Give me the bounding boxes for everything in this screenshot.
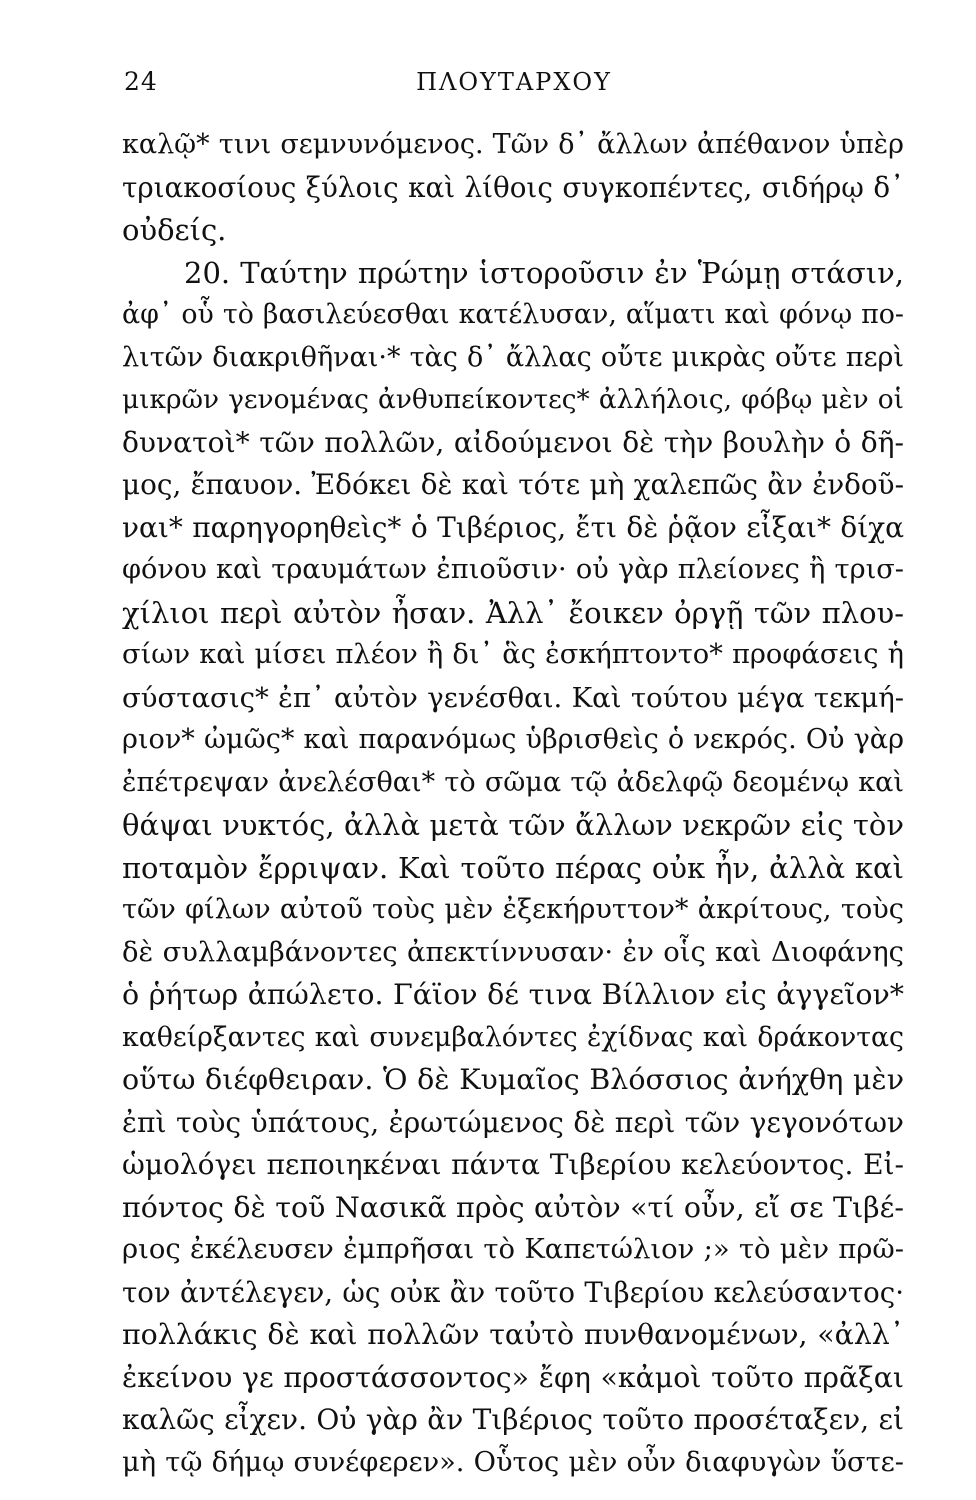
text-line: ἐκείνου γε προστάσσοντος» ἔφη «κἀμοὶ τοῦτο πρᾶξαι [122,1360,904,1394]
text-line: λιτῶν διακριθῆναι·* τὰς δ᾿ ἄλλας οὔτε μικρὰς οὔτε περὶ [122,341,904,373]
text-line: σύστασις* ἐπ᾿ αὐτὸν γενέσθαι. Καὶ τούτου μέγα τεκμή- [122,681,904,714]
text-line: ναι* παρηγορηθεὶς* ὁ Τιβέριος, ἔτι δὲ ῥᾷον εἶξαι* δίχα [122,510,904,544]
text-line: ποταμὸν ἔρριψαν. Καὶ τοῦτο πέρας οὐκ ἦν, ἀλλὰ καὶ [122,850,904,885]
text-line: δὲ συλλαμβάνοντες ἀπεκτίννυσαν· ἐν οἷς καὶ Διοφάνης [122,936,904,968]
text-line: τῶν φίλων αὐτοῦ τοὺς μὲν ἐξεκήρυττον* ἀκρίτους, τοὺς [122,894,904,925]
text-line: ριον* ὠμῶς* καὶ παρανόμως ὑβρισθεὶς ὁ νεκρός. Οὐ γὰρ [122,724,904,755]
text-line: δυνατοὶ* τῶν πολλῶν, αἰδούμενοι δὲ τὴν βουλὴν ὁ δῆ- [122,425,904,459]
text-line: χίλιοι περὶ αὐτὸν ἦσαν. Ἀλλ᾿ ἔοικεν ὀργῇ τῶν πλου- [122,595,904,630]
text-line: καλῷ* τινι σεμνυνόμενος. Τῶν δ᾿ ἄλλων ἀπέθανον ὑπὲρ [122,129,904,160]
text-line: ὡμολόγει πεποιηκέναι πάντα Τιβερίου κελεύοντος. Εἰ- [122,1148,904,1181]
text-line: σίων καὶ μίσει πλέον ἢ δι᾿ ἃς ἐσκήπτοντο* προφάσεις ἡ [122,639,904,670]
text-line: οὕτω διέφθειραν. Ὁ δὲ Κυμαῖος Βλόσσιος ἀνήχθη μὲν [122,1063,904,1096]
text-line: καθείρξαντες καὶ συνεμβαλόντες ἐχίδνας καὶ δράκοντας [122,1021,904,1053]
page-number: 24 [124,67,158,96]
text-line: οὐδείς. [122,213,227,247]
text-line: φόνου καὶ τραυμάτων ἐπιοῦσιν· οὐ γὰρ πλείονες ἢ τρισ- [122,554,904,585]
text-line: τριακοσίους ξύλοις καὶ λίθοις συγκοπέντες, σιδήρῳ δ᾿ [122,170,904,204]
text-line: ριος ἐκέλευσεν ἐμπρῆσαι τὸ Καπετώλιον ;» τὸ μὲν πρῶ- [122,1234,904,1265]
text-line: ὁ ῥήτωρ ἀπώλετο. Γάϊον δέ τινα Βίλλιον εἰς ἀγγεῖον* [122,978,904,1011]
text-line: ἀφ᾿ οὗ τὸ βασιλεύεσθαι κατέλυσαν, αἵματι καὶ φόνῳ πο- [122,299,904,330]
text-line: 20. Ταύτην πρώτην ἱστοροῦσιν ἐν Ῥώμῃ στάσιν, [184,255,904,290]
text-line: καλῶς εἶχεν. Οὐ γὰρ ἂν Τιβέριος τοῦτο προσέταξεν, εἰ [122,1403,904,1436]
page-header [124,64,904,100]
text-line: μὴ τῷ δήμῳ συνέφερεν». Οὗτος μὲν οὖν διαφυγὼν ὕστε- [122,1446,904,1478]
text-line: πολλάκις δὲ καὶ πολλῶν ταὐτὸ πυνθανομένων, «ἀλλ᾿ [122,1318,904,1351]
running-title: ΠΛΟΥΤΑΡΧΟΥ [416,68,612,96]
text-line: μικρῶν γενομένας ἀνθυπείκοντες* ἀλλήλοις, φόβῳ μὲν οἱ [122,385,904,415]
text-line: θάψαι νυκτός, ἀλλὰ μετὰ τῶν ἄλλων νεκρῶν εἰς τὸν [122,808,904,842]
text-line: ἐπὶ τοὺς ὑπάτους, ἐρωτώμενος δὲ περὶ τῶν γεγονότων [122,1105,904,1139]
text-line: πόντος δὲ τοῦ Νασικᾶ πρὸς αὐτὸν «τί οὖν, εἴ σε Τιβέ- [122,1190,904,1224]
body-text [122,124,904,1484]
text-line: τον ἀντέλεγεν, ὡς οὐκ ἂν τοῦτο Τιβερίου κελεύσαντος· [122,1275,904,1309]
text-line: μος, ἔπαυον. Ἐδόκει δὲ καὶ τότε μὴ χαλεπῶς ἂν ἐνδοῦ- [122,468,904,501]
text-line: ἐπέτρεψαν ἀνελέσθαι* τὸ σῶμα τῷ ἀδελφῷ δεομένῳ καὶ [122,766,904,798]
